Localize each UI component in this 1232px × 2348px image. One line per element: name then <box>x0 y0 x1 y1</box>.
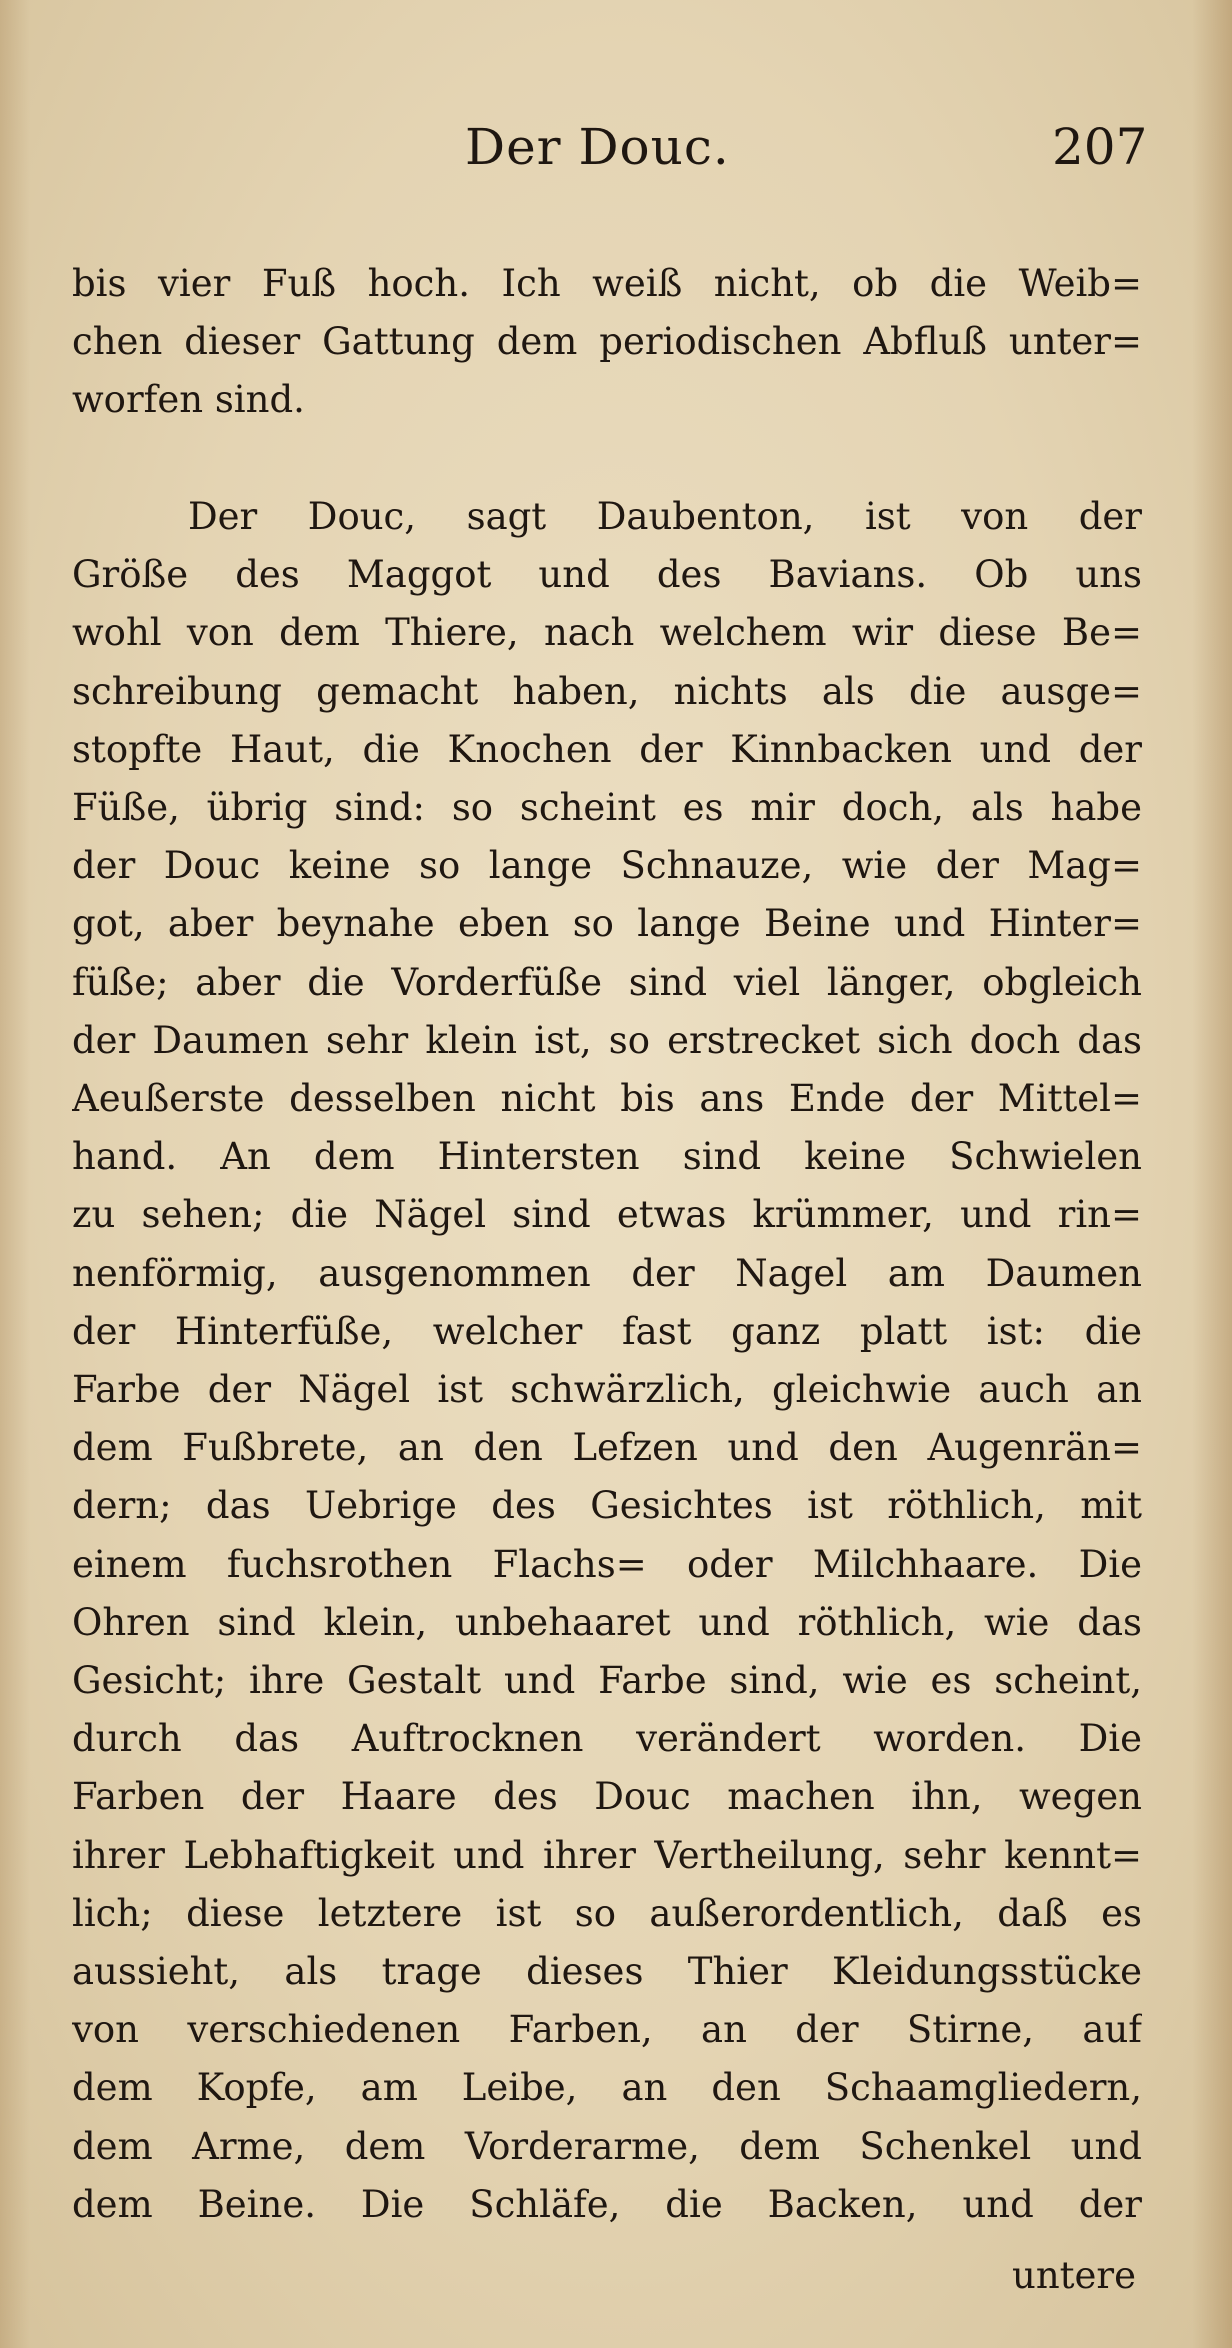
catchword: untere <box>1012 2254 1137 2297</box>
text-line: Farbe der Nägel ist schwärzlich, gleichwie auch an <box>72 1368 1142 1412</box>
text-line: von verschiedenen Farben, an der Stirne, auf <box>72 2008 1142 2052</box>
page-right-shadow <box>1192 0 1232 2348</box>
text-line: chen dieser Gattung dem periodischen Abfluß unter= <box>72 320 1142 364</box>
text-line: füße; aber die Vorderfüße sind viel länger, obgleich <box>72 960 1142 1004</box>
text-line: Gesicht; ihre Gestalt und Farbe sind, wie es scheint, <box>72 1659 1142 1703</box>
text-line: der Hinterfüße, welcher fast ganz platt ist: die <box>72 1309 1142 1353</box>
text-line: ihrer Lebhaftigkeit und ihrer Vertheilung, sehr kennt= <box>72 1833 1142 1877</box>
text-line: dem Arme, dem Vorderarme, dem Schenkel und <box>72 2124 1142 2168</box>
page-left-shadow <box>0 0 30 2348</box>
text-line: schreibung gemacht haben, nichts als die ausge= <box>72 669 1142 713</box>
text-line: der Daumen sehr klein ist, so erstrecket sich doch das <box>72 1018 1142 1062</box>
text-line: got, aber beynahe eben so lange Beine und Hinter= <box>72 902 1142 946</box>
text-line: wohl von dem Thiere, nach welchem wir diese Be= <box>72 611 1142 655</box>
text-line: Der Douc, sagt Daubenton, ist von der <box>188 495 1142 538</box>
paragraph-1 <box>72 255 1142 430</box>
text-line: dem Fußbrete, an den Lefzen und den Augenrän= <box>72 1426 1142 1470</box>
text-line: bis vier Fuß hoch. Ich weiß nicht, ob die Weib= <box>72 262 1142 305</box>
text-line: Farben der Haare des Douc machen ihn, wegen <box>72 1775 1142 1819</box>
text-line: stopfte Haut, die Knochen der Kinnbacken und der <box>72 727 1142 771</box>
text-line: einem fuchsrothen Flachs= oder Milchhaare. Die <box>72 1542 1142 1586</box>
text-line: Aeußerste desselben nicht bis ans Ende der Mittel= <box>72 1077 1142 1121</box>
text-line: lich; diese letztere ist so außerordentlich, daß es <box>72 1891 1142 1935</box>
text-line: durch das Auftrocknen verändert worden. Die <box>72 1717 1142 1761</box>
page-number: 207 <box>1052 118 1148 176</box>
running-title: Der Douc. <box>465 118 730 176</box>
text-line: Füße, übrig sind: so scheint es mir doch, als habe <box>72 786 1142 830</box>
text-line: dern; das Uebrige des Gesichtes ist röthlich, mit <box>72 1484 1142 1528</box>
paragraph-2 <box>72 488 1142 2234</box>
text-line: Größe des Maggot und des Bavians. Ob uns <box>72 553 1142 597</box>
text-line: aussieht, als trage dieses Thier Kleidungsstücke <box>72 1950 1142 1994</box>
text-line: dem Beine. Die Schläfe, die Backen, und der <box>72 2182 1142 2226</box>
text-line: dem Kopfe, am Leibe, an den Schaamgliedern, <box>72 2066 1142 2110</box>
text-line: zu sehen; die Nägel sind etwas krümmer, und rin= <box>72 1193 1142 1237</box>
text-line: hand. An dem Hintersten sind keine Schwielen <box>72 1135 1142 1179</box>
text-line: der Douc keine so lange Schnauze, wie der Mag= <box>72 844 1142 888</box>
text-line: worfen sind. <box>72 378 305 422</box>
text-line: Ohren sind klein, unbehaaret und röthlich, wie das <box>72 1600 1142 1644</box>
text-line: nenförmig, ausgenommen der Nagel am Daumen <box>72 1251 1142 1295</box>
